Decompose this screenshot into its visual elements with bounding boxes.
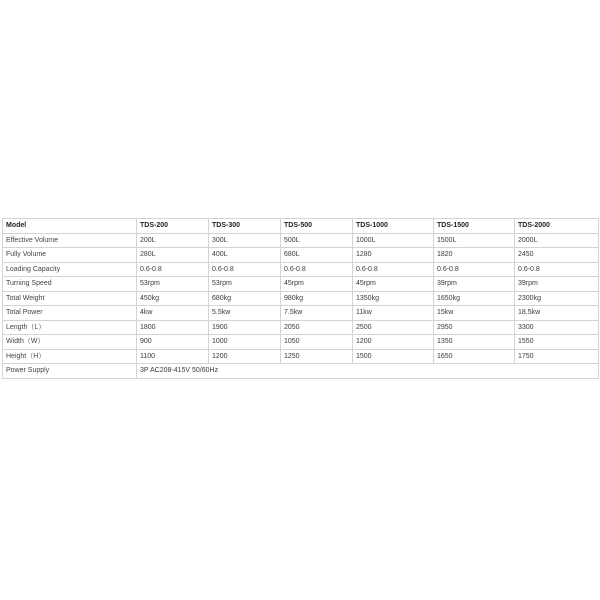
table-cell: 15kw [434,306,515,321]
table-cell: 0.6-0.8 [209,262,281,277]
power-supply-value: 3P AC208-415V 50/60Hz [137,364,599,379]
table-cell: 1550 [515,335,599,350]
table-cell: 1650kg [434,291,515,306]
row-label: Total Weight [3,291,137,306]
table-cell: 1050 [281,335,353,350]
table-cell: 53rpm [137,277,209,292]
table-cell: 1350 [434,335,515,350]
table-cell: 1200 [209,349,281,364]
table-cell: 2000L [515,233,599,248]
table-cell: 1800 [137,320,209,335]
header-cell-tds-1500: TDS-1500 [434,219,515,234]
table-cell: 18.5kw [515,306,599,321]
table-cell: 1750 [515,349,599,364]
table-cell: 1500L [434,233,515,248]
header-cell-tds-2000: TDS-2000 [515,219,599,234]
table-row [3,335,599,350]
table-row [3,306,599,321]
table-cell: 2300kg [515,291,599,306]
table-cell: 7.5kw [281,306,353,321]
table-cell: 0.6-0.8 [434,262,515,277]
table-row [3,277,599,292]
table-row [3,233,599,248]
table-cell: 1650 [434,349,515,364]
header-cell-tds-200: TDS-200 [137,219,209,234]
table-cell: 11kw [353,306,434,321]
row-label: Length（L） [3,320,137,335]
table-cell: 1000 [209,335,281,350]
table-cell: 2050 [281,320,353,335]
table-cell: 1820 [434,248,515,263]
table-cell: 1280 [353,248,434,263]
row-label: Height（H） [3,349,137,364]
header-cell-model: Model [3,219,137,234]
table-cell: 450kg [137,291,209,306]
table-row [3,291,599,306]
table-cell: 3300 [515,320,599,335]
table-cell: 980kg [281,291,353,306]
table-cell: 1900 [209,320,281,335]
table-cell: 300L [209,233,281,248]
table-cell: 0.6-0.8 [137,262,209,277]
table-cell: 53rpm [209,277,281,292]
header-cell-tds-1000: TDS-1000 [353,219,434,234]
row-label: Loading Capacity [3,262,137,277]
table-cell: 5.5kw [209,306,281,321]
table-cell: 400L [209,248,281,263]
spec-table [2,218,599,379]
header-cell-tds-500: TDS-500 [281,219,353,234]
table-cell: 0.6-0.8 [515,262,599,277]
table-cell: 45rpm [281,277,353,292]
table-cell: 900 [137,335,209,350]
row-label: Width（W） [3,335,137,350]
table-cell: 680L [281,248,353,263]
table-cell: 2950 [434,320,515,335]
table-cell: 1000L [353,233,434,248]
table-cell: 280L [137,248,209,263]
table-cell: 39rpm [434,277,515,292]
table-cell: 680kg [209,291,281,306]
row-label: Fully Volume [3,248,137,263]
table-cell: 0.6-0.8 [281,262,353,277]
row-label: Total Power [3,306,137,321]
table-row [3,349,599,364]
row-label: Power Supply [3,364,137,379]
table-cell: 4kw [137,306,209,321]
table-row-power-supply [3,364,599,379]
row-label: Effective Volume [3,233,137,248]
table-row [3,262,599,277]
table-row [3,320,599,335]
table-cell: 1250 [281,349,353,364]
table-cell: 1500 [353,349,434,364]
header-cell-tds-300: TDS-300 [209,219,281,234]
table-cell: 1350kg [353,291,434,306]
table-cell: 1200 [353,335,434,350]
table-cell: 0.6-0.8 [353,262,434,277]
table-cell: 1100 [137,349,209,364]
table-cell: 2450 [515,248,599,263]
table-cell: 45rpm [353,277,434,292]
table-cell: 200L [137,233,209,248]
table-cell: 2500 [353,320,434,335]
row-label: Turning Speed [3,277,137,292]
table-cell: 39rpm [515,277,599,292]
table-row [3,248,599,263]
table-cell: 500L [281,233,353,248]
header-row [3,219,599,234]
